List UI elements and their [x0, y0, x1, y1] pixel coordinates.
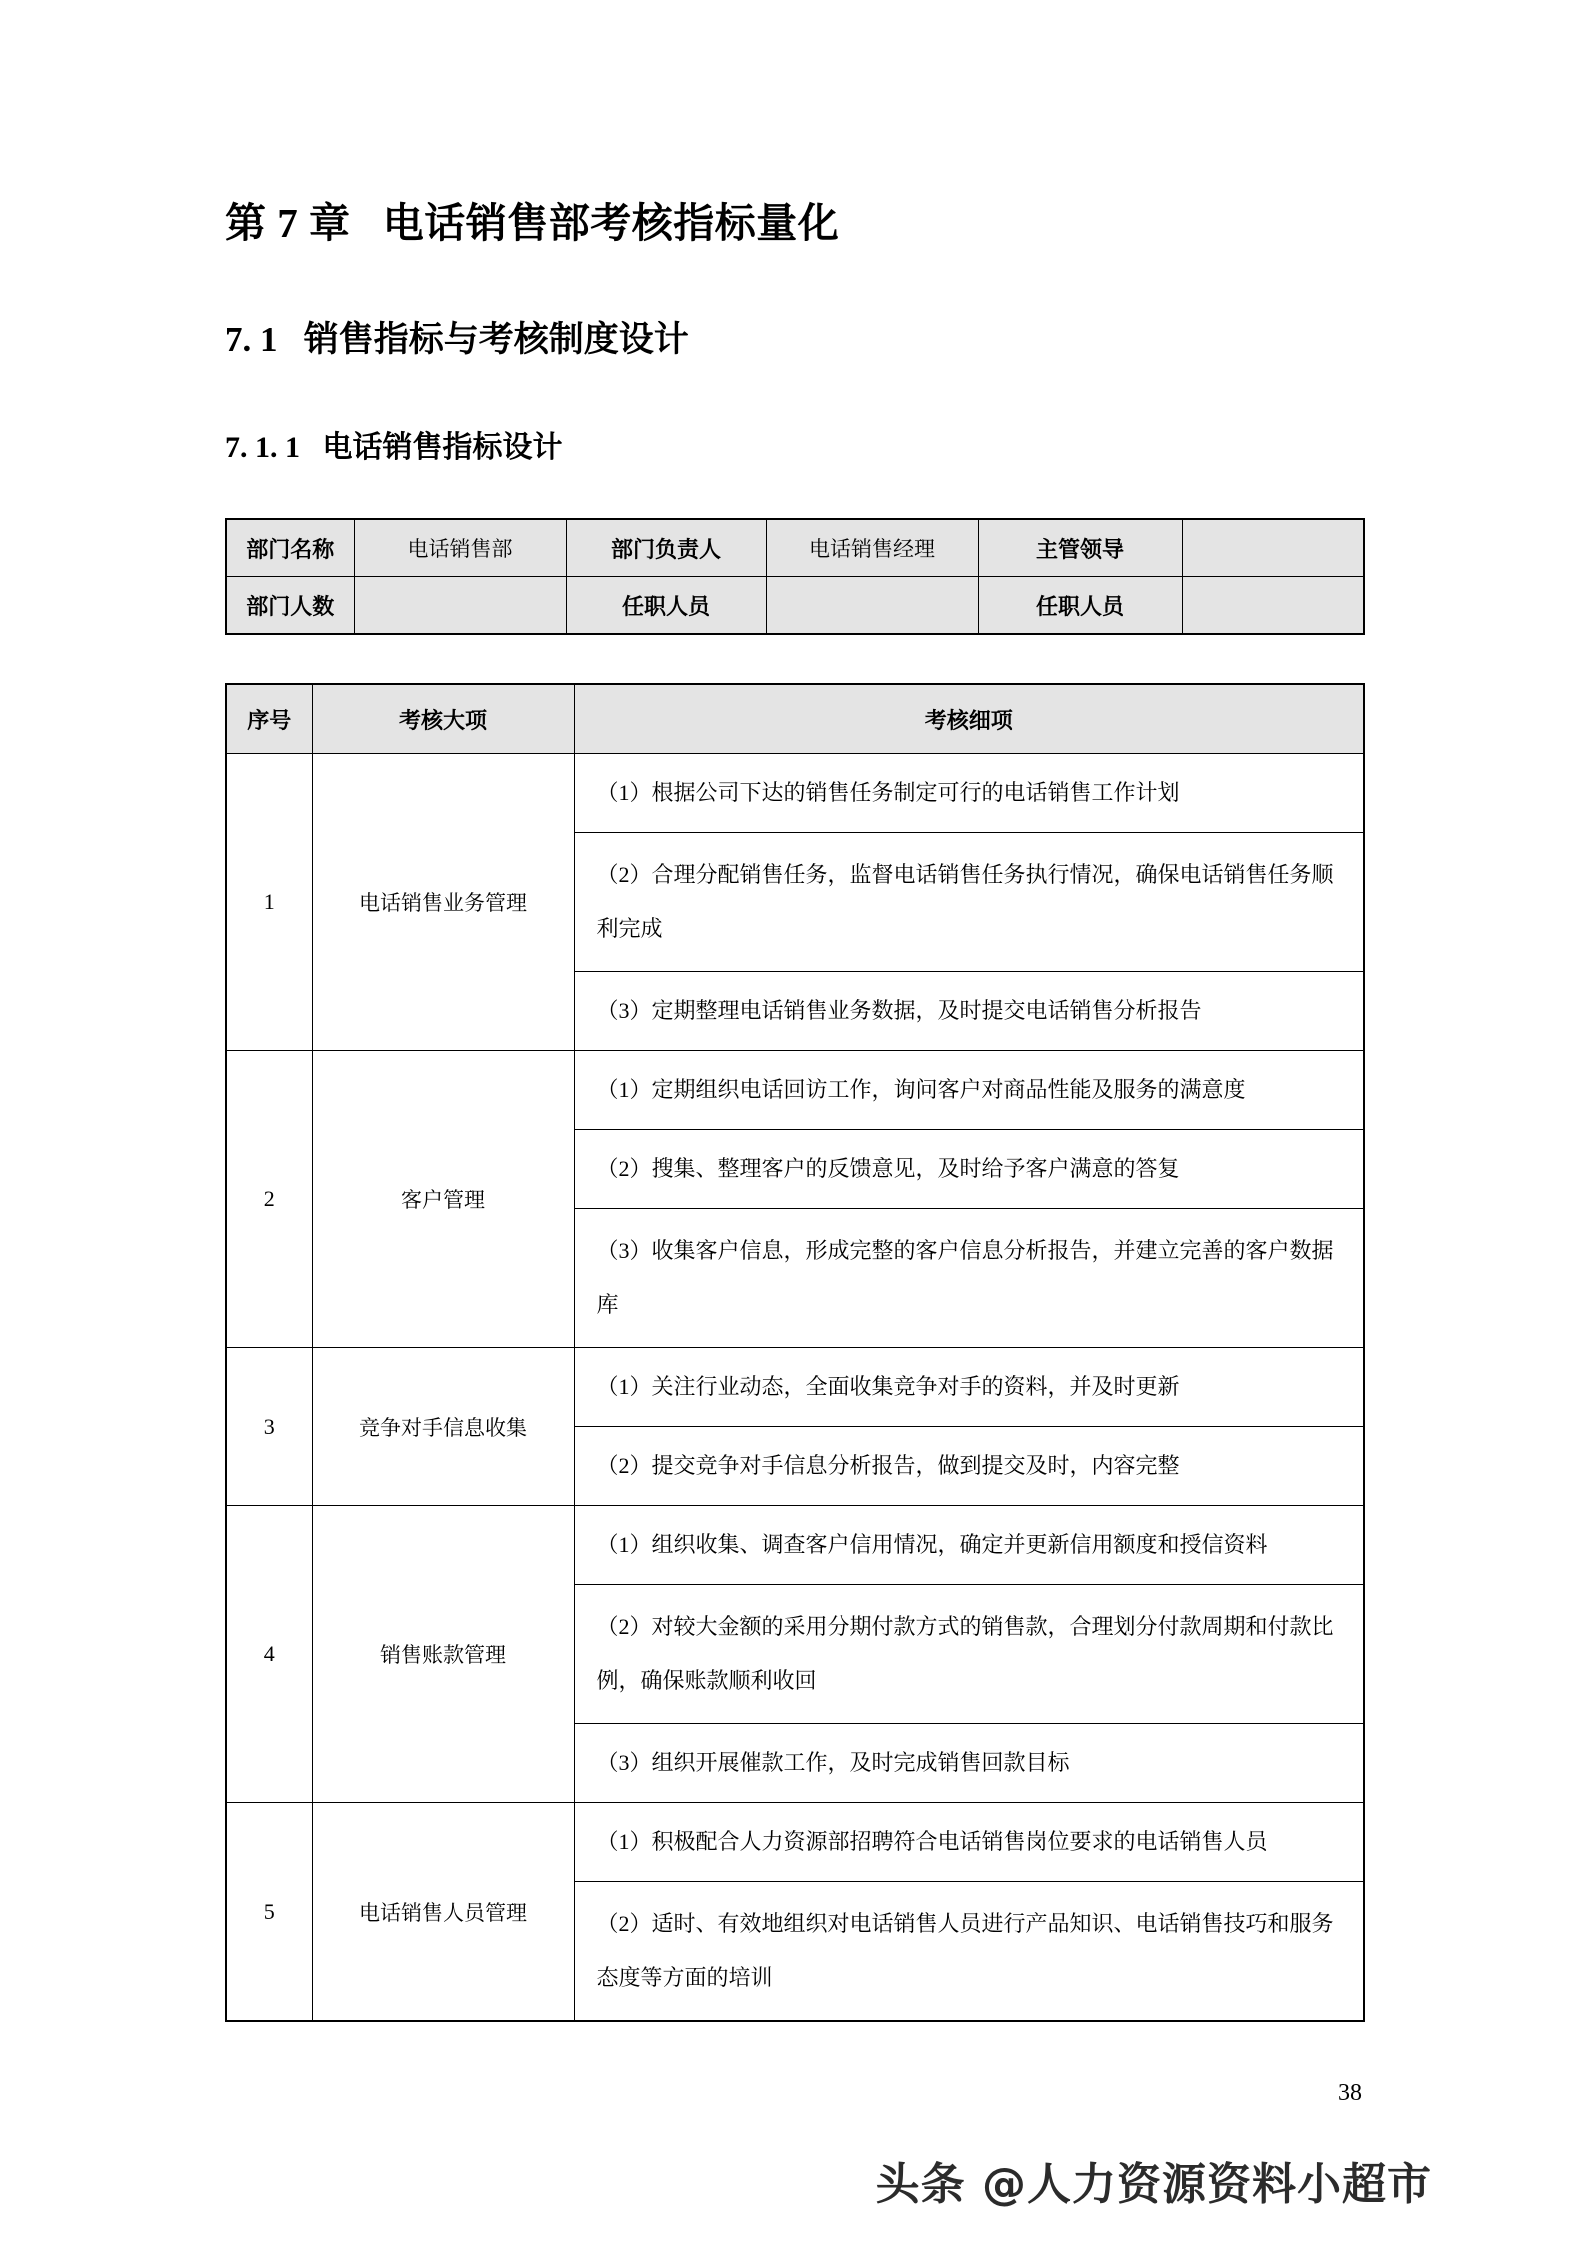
row-detail: （1）积极配合人力资源部招聘符合电话销售岗位要求的电话销售人员 — [574, 1803, 1364, 1882]
watermark: 头条 @人力资源资料小超市 — [875, 2159, 1432, 2210]
row-detail: （2）合理分配销售任务，监督电话销售任务执行情况，确保电话销售任务顺利完成 — [574, 833, 1364, 972]
info-cell: 部门负责人 — [566, 519, 766, 577]
info-cell-empty — [354, 577, 566, 635]
page-number: 38 — [1338, 2080, 1362, 2106]
row-detail: （2）提交竞争对手信息分析报告，做到提交及时，内容完整 — [574, 1427, 1364, 1506]
row-detail: （3）组织开展催款工作，及时完成销售回款目标 — [574, 1724, 1364, 1803]
row-detail: （2）搜集、整理客户的反馈意见，及时给予客户满意的答复 — [574, 1130, 1364, 1209]
assessment-table-head — [226, 684, 1364, 754]
document-content — [225, 0, 1365, 2022]
column-header-index: 序号 — [226, 684, 312, 754]
info-table-row — [226, 577, 1364, 635]
subsection-title: 7. 1. 1 电话销售指标设计 — [225, 431, 563, 464]
row-category: 客户管理 — [312, 1051, 574, 1348]
info-cell: 任职人员 — [978, 577, 1182, 635]
info-cell-empty — [1182, 577, 1364, 635]
info-cell: 任职人员 — [566, 577, 766, 635]
row-category: 销售账款管理 — [312, 1506, 574, 1803]
row-detail: （1）关注行业动态，全面收集竞争对手的资料，并及时更新 — [574, 1348, 1364, 1427]
row-index: 4 — [226, 1506, 312, 1803]
row-detail: （2）适时、有效地组织对电话销售人员进行产品知识、电话销售技巧和服务态度等方面的培训 — [574, 1882, 1364, 2022]
row-detail: （1）组织收集、调查客户信用情况，确定并更新信用额度和授信资料 — [574, 1506, 1364, 1585]
section-title: 7. 1 销售指标与考核制度设计 — [225, 320, 689, 359]
department-info-body — [226, 519, 1364, 634]
info-table-row — [226, 519, 1364, 577]
assessment-table-body — [226, 754, 1364, 2022]
info-cell-empty — [766, 577, 978, 635]
row-detail: （1）定期组织电话回访工作，询问客户对商品性能及服务的满意度 — [574, 1051, 1364, 1130]
row-index: 3 — [226, 1348, 312, 1506]
table-row — [226, 1506, 1364, 1585]
row-category: 电话销售业务管理 — [312, 754, 574, 1051]
row-category: 电话销售人员管理 — [312, 1803, 574, 2022]
row-detail: （1）根据公司下达的销售任务制定可行的电话销售工作计划 — [574, 754, 1364, 833]
info-cell: 部门人数 — [226, 577, 354, 635]
column-header-detail: 考核细项 — [574, 684, 1364, 754]
info-cell: 主管领导 — [978, 519, 1182, 577]
row-detail: （3）收集客户信息，形成完整的客户信息分析报告，并建立完善的客户数据库 — [574, 1209, 1364, 1348]
row-detail: （2）对较大金额的采用分期付款方式的销售款，合理划分付款周期和付款比例，确保账款顺利收回 — [574, 1585, 1364, 1724]
row-category: 竞争对手信息收集 — [312, 1348, 574, 1506]
assessment-table — [225, 683, 1365, 2022]
info-cell: 部门名称 — [226, 519, 354, 577]
table-row — [226, 1348, 1364, 1427]
row-detail: （3）定期整理电话销售业务数据，及时提交电话销售分析报告 — [574, 972, 1364, 1051]
row-index: 2 — [226, 1051, 312, 1348]
table-header-row — [226, 684, 1364, 754]
info-cell: 电话销售经理 — [766, 519, 978, 577]
info-cell: 电话销售部 — [354, 519, 566, 577]
row-index: 5 — [226, 1803, 312, 2022]
department-info-table — [225, 518, 1365, 635]
column-header-category: 考核大项 — [312, 684, 574, 754]
table-row — [226, 754, 1364, 833]
table-row — [226, 1051, 1364, 1130]
row-index: 1 — [226, 754, 312, 1051]
chapter-title: 第 7 章 电话销售部考核指标量化 — [225, 200, 840, 246]
info-cell-empty — [1182, 519, 1364, 577]
table-row — [226, 1803, 1364, 1882]
